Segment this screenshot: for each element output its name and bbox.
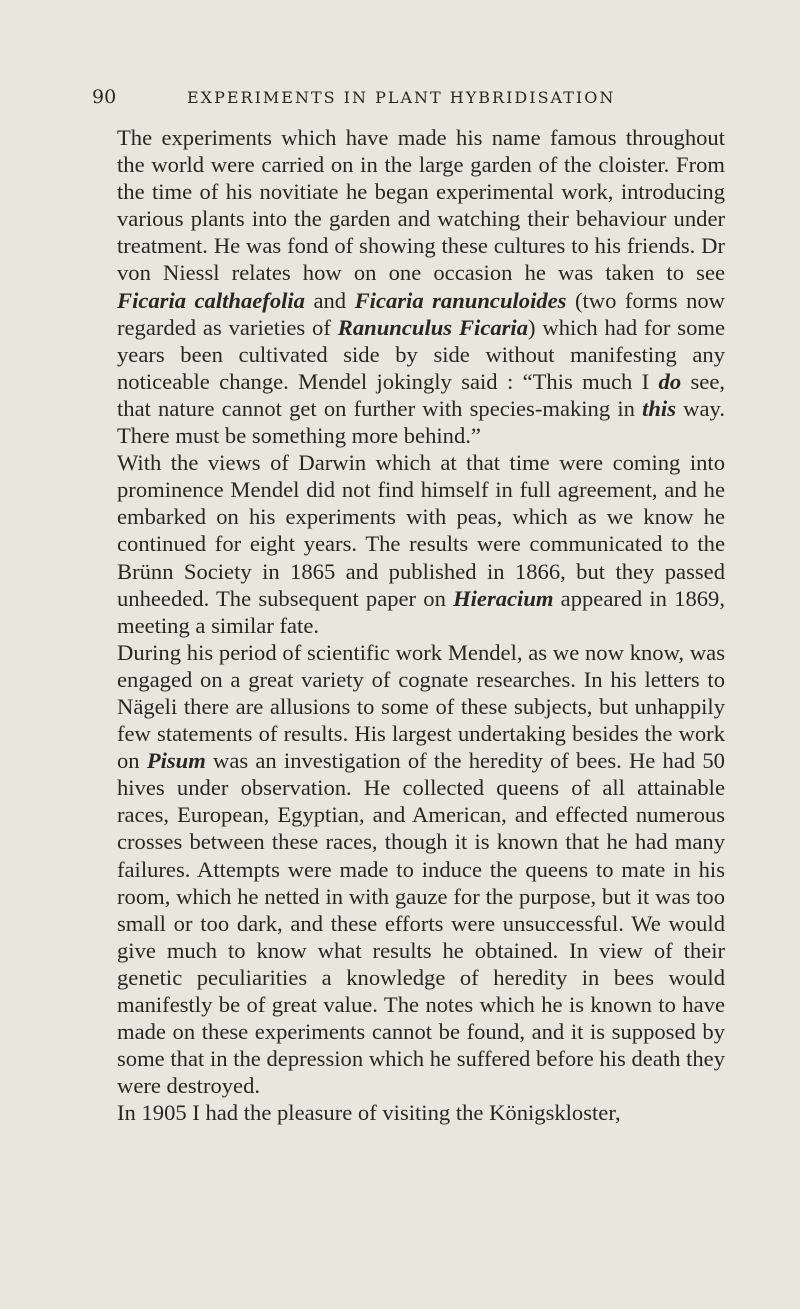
italic-text: this [642, 395, 676, 421]
text-run: With the views of Darwin which at that time were coming into prominence Mendel did not find himself in full agreement, and he embarked on his experiments with peas, which as we know he continued for eight years. The results were communicated to the Brünn Society in 1865 and published in 1866, but they passed unheeded. The subsequent paper on [117, 450, 725, 611]
paragraph [117, 1099, 725, 1126]
paragraph [117, 124, 725, 449]
text-run: ) which had for some years been cultivated side by side without manifesting any noticeable change. Mendel jokingly said : “This much I [117, 314, 725, 394]
text-run: appeared in 1869, meeting a similar fate. [117, 585, 725, 638]
text-run: (two forms now regarded as varieties of [117, 287, 725, 340]
italic-text: Ficaria calthaefolia [117, 287, 305, 313]
text-run: In 1905 I had the pleasure of visiting the Königskloster, [117, 1100, 621, 1126]
text-run: and [304, 287, 355, 313]
text-run: The experiments which have made his name famous throughout the world were carried on in the large garden of the cloister. From the time of his novitiate he began experimental work, introducing various plants into the garden and watching their behaviour under treatment. He was fond of showing these cultures to his friends. Dr von Niessl relates how on one occasion he was taken to see [117, 125, 725, 286]
text-run: was an investigation of the heredity of bees. He had 50 hives under observation. He collected queens of all attainable races, European, Egyptian, and American, and effected numerous crosses between these races, though it is known that he had many failures. Attempts were made to induce the queens to mate in his room, which he netted in with gauze for the purpose, but it was too small or too dark, and these efforts were unsuccessful. We would give much to know what results he obtained. In view of their genetic peculiarities a knowledge of heredity in bees would manifestly be of great value. The notes which he is known to have made on these experiments cannot be found, and it is supposed by some that in the depression which he suffered before his death they were destroyed. [117, 748, 725, 1099]
running-title: EXPERIMENTS IN PLANT HYBRIDISATION [187, 88, 616, 107]
italic-text: Ranunculus Ficaria [337, 314, 529, 340]
italic-text: Hieracium [453, 585, 554, 611]
page-number: 90 [92, 86, 117, 108]
text-run: see, that nature cannot get on further with species-making in [117, 368, 725, 421]
italic-text: do [658, 368, 682, 394]
text-run: During his period of scientific work Mendel, as we now know, was engaged on a great variety of cognate researches. In his letters to Nägeli there are allusions to some of these subjects, but unhappily few statements of results. His largest undertaking besides the work on [117, 639, 725, 774]
italic-text: Ficaria ranunculoides [354, 287, 567, 313]
paragraph [117, 639, 725, 1100]
italic-text: Pisum [146, 748, 206, 774]
running-head [92, 86, 712, 108]
text-run: way. There must be something more behind.” [117, 395, 725, 449]
body-text [117, 124, 725, 1126]
paragraph [117, 449, 725, 639]
